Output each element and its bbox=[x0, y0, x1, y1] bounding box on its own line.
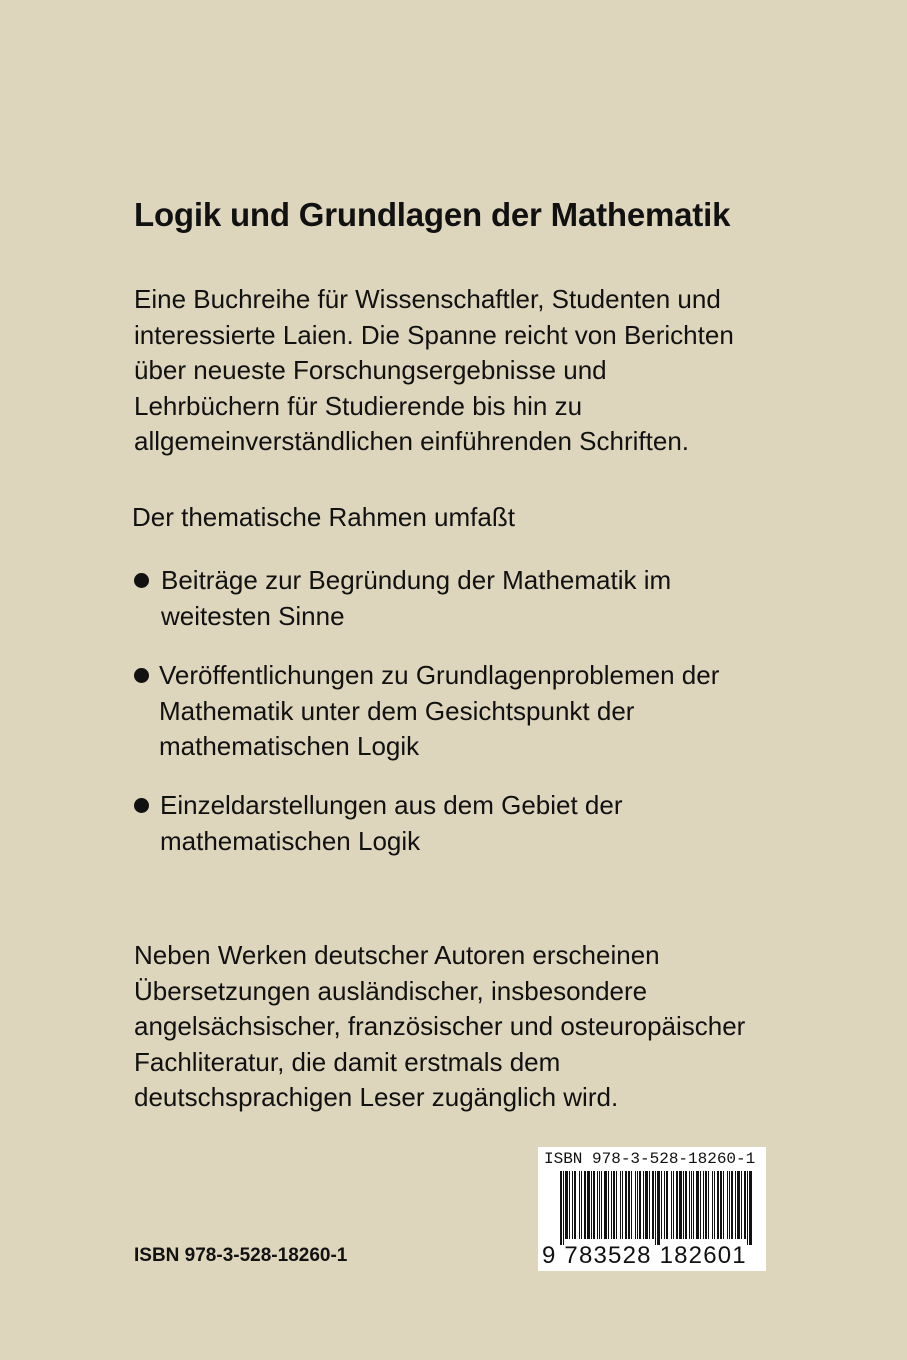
barcode-bar bbox=[735, 1171, 736, 1239]
barcode-bar bbox=[661, 1171, 662, 1239]
barcode-bar bbox=[676, 1171, 678, 1239]
barcode-bar bbox=[649, 1171, 650, 1239]
barcode-bar bbox=[708, 1171, 709, 1239]
barcode-bar bbox=[622, 1171, 623, 1239]
barcode-bar bbox=[572, 1171, 573, 1239]
barcode bbox=[538, 1147, 766, 1271]
barcode-bar bbox=[717, 1171, 719, 1239]
barcode-bar bbox=[560, 1171, 562, 1245]
barcode-bar bbox=[631, 1171, 632, 1239]
barcode-digits: 9 783528 182601 bbox=[542, 1242, 747, 1269]
barcode-bar bbox=[741, 1171, 742, 1239]
barcode-bar bbox=[685, 1171, 687, 1239]
barcode-bar bbox=[727, 1171, 728, 1239]
barcode-bar bbox=[731, 1171, 733, 1239]
barcode-bar bbox=[671, 1171, 672, 1239]
barcode-bar bbox=[637, 1171, 638, 1239]
barcode-bar bbox=[611, 1171, 612, 1239]
barcode-bar bbox=[744, 1171, 746, 1239]
barcode-bar bbox=[749, 1171, 752, 1245]
barcode-bar bbox=[563, 1171, 564, 1245]
barcode-bar bbox=[643, 1171, 644, 1239]
barcode-bar bbox=[693, 1171, 694, 1239]
barcode-bar bbox=[581, 1171, 582, 1239]
intro-line: allgemeinverständlichen einführenden Schriften. bbox=[134, 426, 690, 456]
barcode-bar bbox=[613, 1171, 615, 1239]
intro-paragraph bbox=[134, 282, 734, 460]
barcode-bar bbox=[608, 1171, 609, 1239]
barcode-bar bbox=[593, 1171, 595, 1239]
barcode-bar bbox=[712, 1171, 713, 1239]
closing-paragraph bbox=[134, 938, 745, 1116]
barcode-bar bbox=[587, 1171, 590, 1239]
barcode-bar bbox=[579, 1171, 580, 1239]
barcode-bar bbox=[683, 1171, 684, 1239]
closing-line: Neben Werken deutscher Autoren erscheinen bbox=[134, 940, 660, 970]
barcode-bar bbox=[639, 1171, 641, 1239]
barcode-bar bbox=[703, 1171, 704, 1239]
barcode-bar bbox=[574, 1171, 576, 1239]
barcode-bar bbox=[723, 1171, 724, 1239]
barcode-bar bbox=[714, 1171, 715, 1239]
barcode-bar bbox=[655, 1171, 656, 1245]
closing-line: deutschsprachigen Leser zugänglich wird. bbox=[134, 1082, 619, 1113]
barcode-bar bbox=[628, 1171, 630, 1239]
barcode-bar bbox=[664, 1171, 665, 1239]
bullet-line: Mathematik unter dem Gesichtspunkt der bbox=[159, 695, 635, 726]
bullet-line: Veröffentlichungen zu Grundlagenproblemen der bbox=[159, 660, 720, 690]
bullet-text bbox=[159, 658, 719, 765]
intro-line: über neueste Forschungsergebnisse und bbox=[134, 355, 607, 385]
barcode-bar bbox=[666, 1171, 668, 1239]
barcode-bar bbox=[597, 1171, 598, 1239]
bullet-line: weitesten Sinne bbox=[161, 600, 345, 631]
barcode-bar bbox=[705, 1171, 707, 1239]
intro-line: interessierte Laien. Die Spanne reicht von Berichten bbox=[134, 319, 734, 350]
barcode-bar bbox=[584, 1171, 586, 1239]
barcode-bar bbox=[657, 1171, 660, 1245]
intro-line: Lehrbüchern für Studierende bis hin zu bbox=[134, 390, 583, 421]
barcode-bar bbox=[747, 1171, 748, 1245]
barcode-isbn-text: ISBN 978-3-528-18260-1 bbox=[544, 1150, 756, 1168]
isbn-label: ISBN 978-3-528-18260-1 bbox=[134, 1245, 348, 1266]
barcode-bar bbox=[604, 1171, 607, 1239]
barcode-bar bbox=[616, 1171, 617, 1239]
barcode-bar bbox=[635, 1171, 636, 1239]
bullet-icon bbox=[134, 573, 149, 588]
barcode-bar bbox=[569, 1171, 570, 1239]
bullet-line: Einzeldarstellungen aus dem Gebiet der bbox=[160, 790, 623, 820]
barcode-bar bbox=[673, 1171, 674, 1239]
barcode-bar bbox=[679, 1171, 682, 1239]
bullet-line: mathematischen Logik bbox=[159, 731, 420, 761]
barcode-bar bbox=[599, 1171, 600, 1239]
closing-line: Fachliteratur, die damit erstmals dem bbox=[134, 1046, 561, 1077]
barcode-bar bbox=[591, 1171, 592, 1239]
barcode-bar bbox=[696, 1171, 699, 1239]
barcode-bar bbox=[700, 1171, 701, 1239]
intro-line: Eine Buchreihe für Wissenschaftler, Studenten und bbox=[134, 284, 721, 314]
bullet-text bbox=[160, 788, 623, 859]
scope-heading: Der thematische Rahmen umfaßt bbox=[132, 502, 515, 532]
bullet-text bbox=[161, 563, 671, 634]
barcode-bar bbox=[689, 1171, 690, 1239]
barcode-bar bbox=[601, 1171, 602, 1239]
closing-line: Übersetzungen ausländischer, insbesondere bbox=[134, 975, 648, 1006]
barcode-bar bbox=[729, 1171, 730, 1239]
barcode-bar bbox=[645, 1171, 648, 1239]
bullet-line: mathematischen Logik bbox=[160, 825, 421, 856]
barcode-bar bbox=[737, 1171, 740, 1239]
barcode-bar bbox=[620, 1171, 621, 1239]
bullet-icon bbox=[134, 798, 149, 813]
book-series-title: Logik und Grundlagen der Mathematik bbox=[134, 196, 731, 233]
bullet-icon bbox=[134, 668, 149, 683]
barcode-bar bbox=[652, 1171, 654, 1239]
closing-line: angelsächsischer, französischer und osteuropäischer bbox=[134, 1011, 746, 1042]
barcode-bar bbox=[565, 1171, 568, 1239]
bullet-line: Beiträge zur Begründung der Mathematik im bbox=[161, 565, 672, 595]
barcode-bar bbox=[625, 1171, 627, 1239]
barcode-bar bbox=[691, 1171, 692, 1239]
barcode-bar bbox=[720, 1171, 722, 1239]
